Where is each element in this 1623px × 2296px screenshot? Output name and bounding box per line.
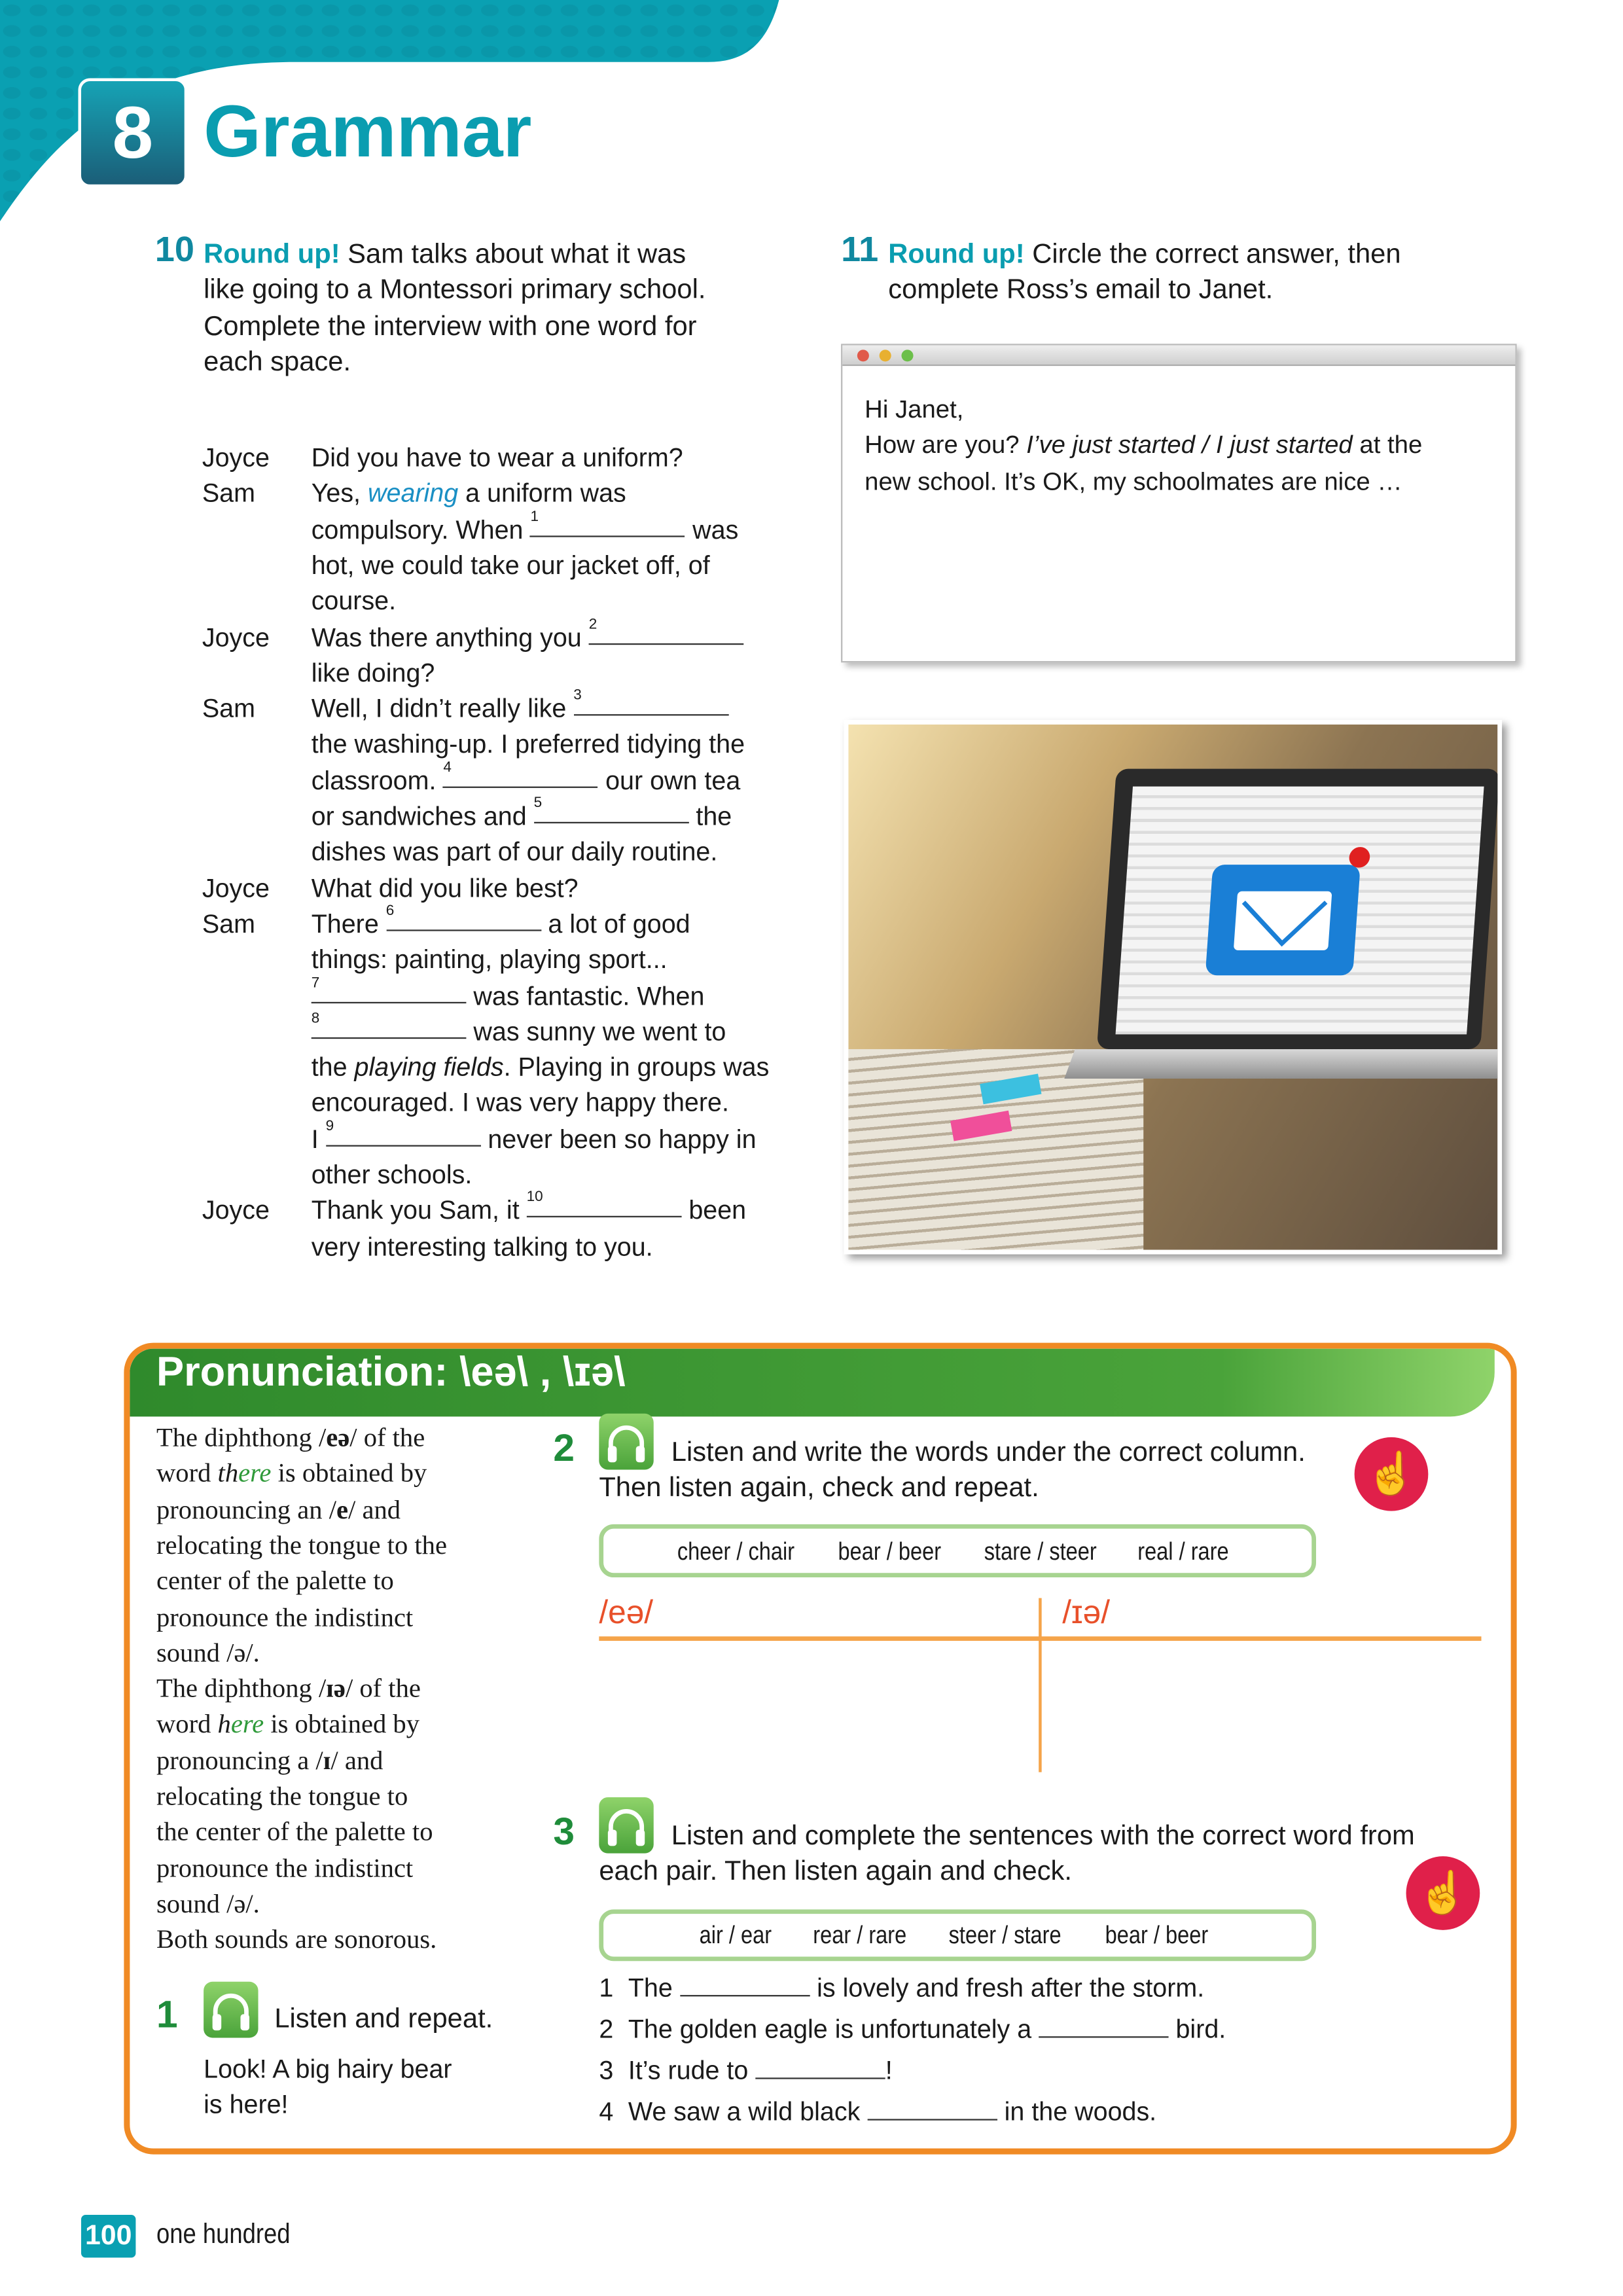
- dialogue-text: like doing?: [311, 658, 435, 688]
- dialogue-text: never been so happy in: [480, 1124, 757, 1154]
- sentence-text: !: [885, 2055, 893, 2085]
- explanation-line: [156, 1924, 437, 1955]
- sentence: [599, 1973, 1204, 2003]
- explanation-line: [156, 1710, 419, 1740]
- dialogue-text: dishes was part of our daily routine.: [311, 836, 718, 867]
- headphones-icon[interactable]: [599, 1797, 653, 1854]
- dialogue-line: [312, 442, 683, 473]
- dialogue-text: There: [311, 908, 386, 939]
- word-highlight: ere: [230, 1709, 264, 1739]
- word-box-ex3: [599, 1909, 1316, 1961]
- explanation-text: sound /ə/.: [156, 1638, 260, 1668]
- roundup-label: Round up!: [888, 237, 1025, 269]
- explanation-text: pronounce the indistinct: [156, 1852, 414, 1882]
- dialogue-text: hot, we could take our jacket off, of: [311, 550, 710, 580]
- explanation-line: [156, 1566, 394, 1596]
- explanation-line: [156, 1638, 260, 1668]
- answer-blank[interactable]: [755, 2057, 885, 2079]
- blank-number: 5: [533, 795, 543, 812]
- speaker-name: Joyce: [202, 872, 270, 903]
- answer-blank-8[interactable]: [311, 1010, 467, 1039]
- sentence-text: We saw a wild black: [628, 2096, 868, 2126]
- speaker-name: Sam: [202, 693, 255, 723]
- explanation-text: pronouncing a /: [156, 1745, 323, 1775]
- dialogue-line: [312, 1088, 729, 1119]
- dialogue-text: a lot of good: [541, 908, 690, 939]
- phoneme: eə: [326, 1422, 350, 1452]
- explanation-text: the center of the palette to: [156, 1816, 433, 1847]
- explanation-text: word: [156, 1458, 218, 1488]
- laptop-photo: [844, 720, 1503, 1254]
- exercise-10-number: 10: [154, 230, 194, 270]
- dialogue-text: was sunny we went to: [466, 1016, 726, 1046]
- dialogue-text: very interesting talking to you.: [311, 1231, 653, 1261]
- explanation-text: center of the palette to: [156, 1566, 394, 1596]
- page-title: Grammar: [204, 90, 532, 173]
- explanation-text: sound /ə/.: [156, 1888, 260, 1918]
- word-highlight: ere: [238, 1458, 272, 1488]
- maximize-dot-icon: [901, 350, 913, 361]
- answer-blank-7[interactable]: [311, 975, 467, 1003]
- explanation-text: word: [156, 1709, 218, 1739]
- dialogue-text: things: painting, playing sport...: [311, 944, 668, 975]
- instruction-line: complete Ross’s email to Janet.: [888, 273, 1274, 305]
- explanation-line: [156, 1781, 408, 1812]
- roundup-label: Round up!: [204, 237, 340, 269]
- speaker-name: Sam: [202, 908, 255, 939]
- dialogue-text: the: [688, 801, 732, 831]
- exercise-10-instructions: [204, 236, 705, 380]
- page-number-badge: 100: [81, 2215, 135, 2257]
- phoneme: e: [336, 1494, 349, 1524]
- dialogue-line: [312, 1052, 770, 1083]
- explanation-line: [156, 1530, 447, 1561]
- answer-blank-1[interactable]: [530, 508, 685, 537]
- sentence-number: 4: [599, 2096, 614, 2126]
- blank-number: 4: [443, 759, 452, 776]
- column-header-ia: /ɪə/: [1062, 1593, 1111, 1631]
- dialogue-line: [311, 687, 728, 725]
- email-line: [865, 428, 1515, 464]
- dialogue-text: classroom.: [311, 765, 444, 795]
- exercise-11-instructions: [888, 236, 1400, 308]
- speaker-name: Joyce: [202, 442, 270, 473]
- answer-blank-2[interactable]: [588, 616, 744, 644]
- dialogue-line: [312, 944, 668, 975]
- word-pair: bear / beer: [838, 1537, 942, 1566]
- blank-number: 6: [385, 903, 395, 920]
- blank-number: 9: [325, 1118, 334, 1135]
- blank-number: 1: [530, 508, 539, 525]
- exercise-2-number: 2: [553, 1425, 575, 1470]
- dialogue-text: Thank you Sam, it: [311, 1195, 527, 1225]
- explanation-line: [156, 1602, 413, 1632]
- sentence-text: in the woods.: [997, 2096, 1157, 2126]
- dialogue-line: [312, 478, 626, 509]
- dialogue-text: other schools.: [311, 1160, 473, 1190]
- dialogue-text: Was there anything you: [311, 622, 589, 652]
- dialogue-text: compulsory. When: [311, 514, 531, 544]
- dialogue-text: was fantastic. When: [466, 980, 705, 1011]
- dialogue-text: or sandwiches and: [311, 801, 534, 831]
- dialogue-line: [312, 730, 745, 761]
- pronunciation-title: Pronunciation: \eə\ , \ɪə\: [156, 1348, 626, 1395]
- dialogue-line: [311, 508, 739, 545]
- column-header-ea: /eə/: [599, 1593, 654, 1631]
- exercise-3-instruction: Listen and complete the sentences with the correct word from: [671, 1819, 1415, 1851]
- laptop-screen: [1097, 769, 1500, 1049]
- sentence-text: bird.: [1168, 2014, 1226, 2044]
- explanation-line: [156, 1745, 383, 1776]
- explanation-line: [156, 1889, 260, 1920]
- practice-line: Look! A big hairy bear: [204, 2054, 452, 2084]
- word-pair: stare / steer: [984, 1537, 1097, 1566]
- dialogue-line: [311, 1189, 747, 1227]
- italic-text: playing fields: [354, 1052, 504, 1082]
- dialogue-text: a uniform was: [458, 478, 626, 509]
- laptop-base: [1064, 1049, 1502, 1079]
- minimize-dot-icon: [880, 350, 891, 361]
- instruction-line: Complete the interview with one word for: [204, 309, 697, 340]
- answer-blank-10[interactable]: [526, 1189, 682, 1218]
- word-pair: bear / beer: [1105, 1921, 1209, 1950]
- explanation-text: relocating the tongue to: [156, 1781, 408, 1811]
- explanation-line: [156, 1853, 413, 1884]
- speaker-name: Sam: [202, 478, 255, 509]
- explanation-text: / and: [330, 1745, 383, 1775]
- sentence: [599, 2014, 1226, 2045]
- explanation-text: The diphthong /: [156, 1422, 327, 1452]
- answer-blank-3[interactable]: [573, 687, 728, 716]
- explanation-text: is obtained by: [264, 1709, 420, 1739]
- word-box-ex2: [599, 1524, 1316, 1577]
- email-text: at the: [1352, 431, 1423, 459]
- email-greeting: Hi Janet,: [865, 395, 964, 424]
- dialogue-line: [311, 795, 732, 832]
- dialogue-line: [312, 1160, 473, 1191]
- exercise-1-number: 1: [156, 1992, 178, 2037]
- sentence-text: The: [628, 1973, 680, 2003]
- dialogue-line: [312, 873, 579, 904]
- blank-number: 8: [311, 1010, 320, 1027]
- explanation-text: pronounce the indistinct: [156, 1602, 414, 1632]
- dialogue-text: What did you like best?: [311, 872, 579, 903]
- example-word: [218, 1710, 264, 1739]
- column-divider-vertical: [1039, 1598, 1042, 1772]
- explanation-text: / and: [348, 1494, 401, 1524]
- page-number-words: [156, 2219, 314, 2252]
- books-stack: [848, 1049, 1143, 1254]
- phoneme: ɪ: [323, 1745, 331, 1775]
- explanation-line: [156, 1422, 425, 1453]
- answer-blank-6[interactable]: [385, 903, 541, 931]
- blank-number: 3: [573, 687, 582, 704]
- dialogue-line: [312, 550, 710, 581]
- dialogue-line: [311, 903, 690, 940]
- dialogue-text: the washing-up. I preferred tidying the: [311, 729, 745, 759]
- exercise-3-instruction: each pair. Then listen again and check.: [599, 1854, 1072, 1886]
- answer-blank[interactable]: [1039, 2016, 1168, 2038]
- dialogue-text: the: [311, 1052, 355, 1082]
- headphones-icon[interactable]: [204, 1982, 258, 2038]
- word-pair: cheer / chair: [677, 1537, 795, 1566]
- unit-badge: 8: [78, 78, 187, 187]
- dialogue-line: [312, 658, 435, 689]
- sentence-text: The golden eagle is unfortunately a: [628, 2014, 1039, 2044]
- exercise-2-instruction: Listen and write the words under the correct column.: [671, 1435, 1306, 1467]
- explanation-text: pronouncing an /: [156, 1494, 336, 1524]
- answer-blank-5[interactable]: [533, 795, 689, 823]
- explanation-text: / of the: [349, 1422, 425, 1452]
- dialogue-line: [312, 837, 718, 868]
- blank-number: 10: [526, 1189, 543, 1206]
- explanation-text: is obtained by: [271, 1458, 427, 1488]
- exercise-1-text: [204, 2051, 452, 2123]
- word-pair: air / ear: [699, 1921, 772, 1950]
- answer-blank[interactable]: [680, 1975, 810, 1997]
- word-pair: steer / stare: [948, 1921, 1061, 1950]
- instruction-line: Circle the correct answer, then: [1032, 237, 1401, 269]
- touch-hand-icon[interactable]: ☝: [1355, 1437, 1429, 1511]
- answer-blank[interactable]: [867, 2098, 997, 2121]
- explanation-text: / of the: [345, 1673, 421, 1703]
- instruction-line: Sam talks about what it was: [348, 237, 687, 269]
- sentence-number: 1: [599, 1973, 614, 2003]
- dialogue-line: [312, 586, 396, 617]
- sentence-text: It’s rude to: [628, 2055, 756, 2085]
- dialogue-line: [311, 759, 741, 796]
- explanation-text: relocating the tongue to the: [156, 1530, 447, 1560]
- dialogue-line: [311, 1010, 726, 1047]
- dialogue-line: [311, 1118, 757, 1155]
- exercise-11-number: 11: [841, 230, 879, 270]
- headphones-icon[interactable]: [599, 1414, 653, 1470]
- dialogue-text: Well, I didn’t really like: [311, 693, 574, 723]
- answer-blank-9[interactable]: [325, 1118, 481, 1146]
- touch-hand-icon[interactable]: ☝: [1406, 1856, 1480, 1930]
- practice-line: is here!: [204, 2090, 289, 2120]
- exercise-1-instruction: Listen and repeat.: [274, 2002, 493, 2034]
- close-dot-icon: [857, 350, 869, 361]
- window-titlebar: [842, 346, 1515, 367]
- speaker-name: Joyce: [202, 622, 270, 652]
- sentence-number: 3: [599, 2055, 614, 2085]
- word-pair: real / rare: [1137, 1537, 1229, 1566]
- example-answer: wearing: [368, 478, 459, 509]
- sentence-text: is lovely and fresh after the storm.: [810, 1973, 1205, 2003]
- dialogue-text: encouraged. I was very happy there.: [311, 1088, 729, 1118]
- email-window: [841, 344, 1517, 662]
- explanation-line: [156, 1817, 433, 1848]
- dialogue-text: course.: [311, 586, 397, 616]
- blank-number: 2: [588, 616, 597, 633]
- speaker-name: Joyce: [202, 1195, 270, 1225]
- explanation-line: [156, 1674, 421, 1704]
- instruction-line: like going to a Montessori primary school.: [204, 273, 706, 305]
- word-part: h: [217, 1709, 231, 1739]
- answer-options[interactable]: I’ve just started / I just started: [1026, 431, 1353, 459]
- email-line: new school. It’s OK, my schoolmates are nice …: [865, 467, 1402, 495]
- email-text: How are you?: [865, 431, 1027, 459]
- example-word: [218, 1458, 272, 1488]
- phoneme: ɪə: [326, 1673, 346, 1703]
- dialogue-text: . Playing in groups was: [503, 1052, 770, 1082]
- dialogue-text: Did you have to wear a uniform?: [311, 442, 683, 473]
- dialogue-text: was: [685, 514, 739, 544]
- explanation-text: The diphthong /: [156, 1673, 327, 1703]
- answer-blank-4[interactable]: [443, 759, 598, 787]
- blank-number: 7: [311, 975, 320, 991]
- sentence-number: 2: [599, 2014, 614, 2044]
- instruction-line: each space.: [204, 345, 351, 376]
- sentence: [599, 2097, 1156, 2128]
- sentence: [599, 2056, 892, 2087]
- dialogue-text: our own tea: [598, 765, 741, 795]
- exercise-3-number: 3: [553, 1809, 575, 1854]
- word-part: th: [217, 1458, 239, 1488]
- dialogue-text: I: [311, 1124, 326, 1154]
- mail-envelope-icon: [1205, 865, 1361, 975]
- dialogue-line: [311, 616, 744, 653]
- dialogue-line: [312, 1232, 653, 1263]
- exercise-2-instruction: Then listen again, check and repeat.: [599, 1471, 1039, 1503]
- explanation-text: Both sounds are sonorous.: [156, 1924, 437, 1954]
- word-pair: rear / rare: [813, 1921, 907, 1950]
- dialogue-text: Yes,: [311, 478, 368, 509]
- dialogue-line: [311, 975, 705, 1011]
- dialogue-text: been: [681, 1195, 747, 1225]
- email-body: [842, 366, 1515, 500]
- explanation-line: [156, 1458, 427, 1489]
- explanation-line: [156, 1494, 401, 1525]
- page-words: one hundred: [156, 2219, 291, 2251]
